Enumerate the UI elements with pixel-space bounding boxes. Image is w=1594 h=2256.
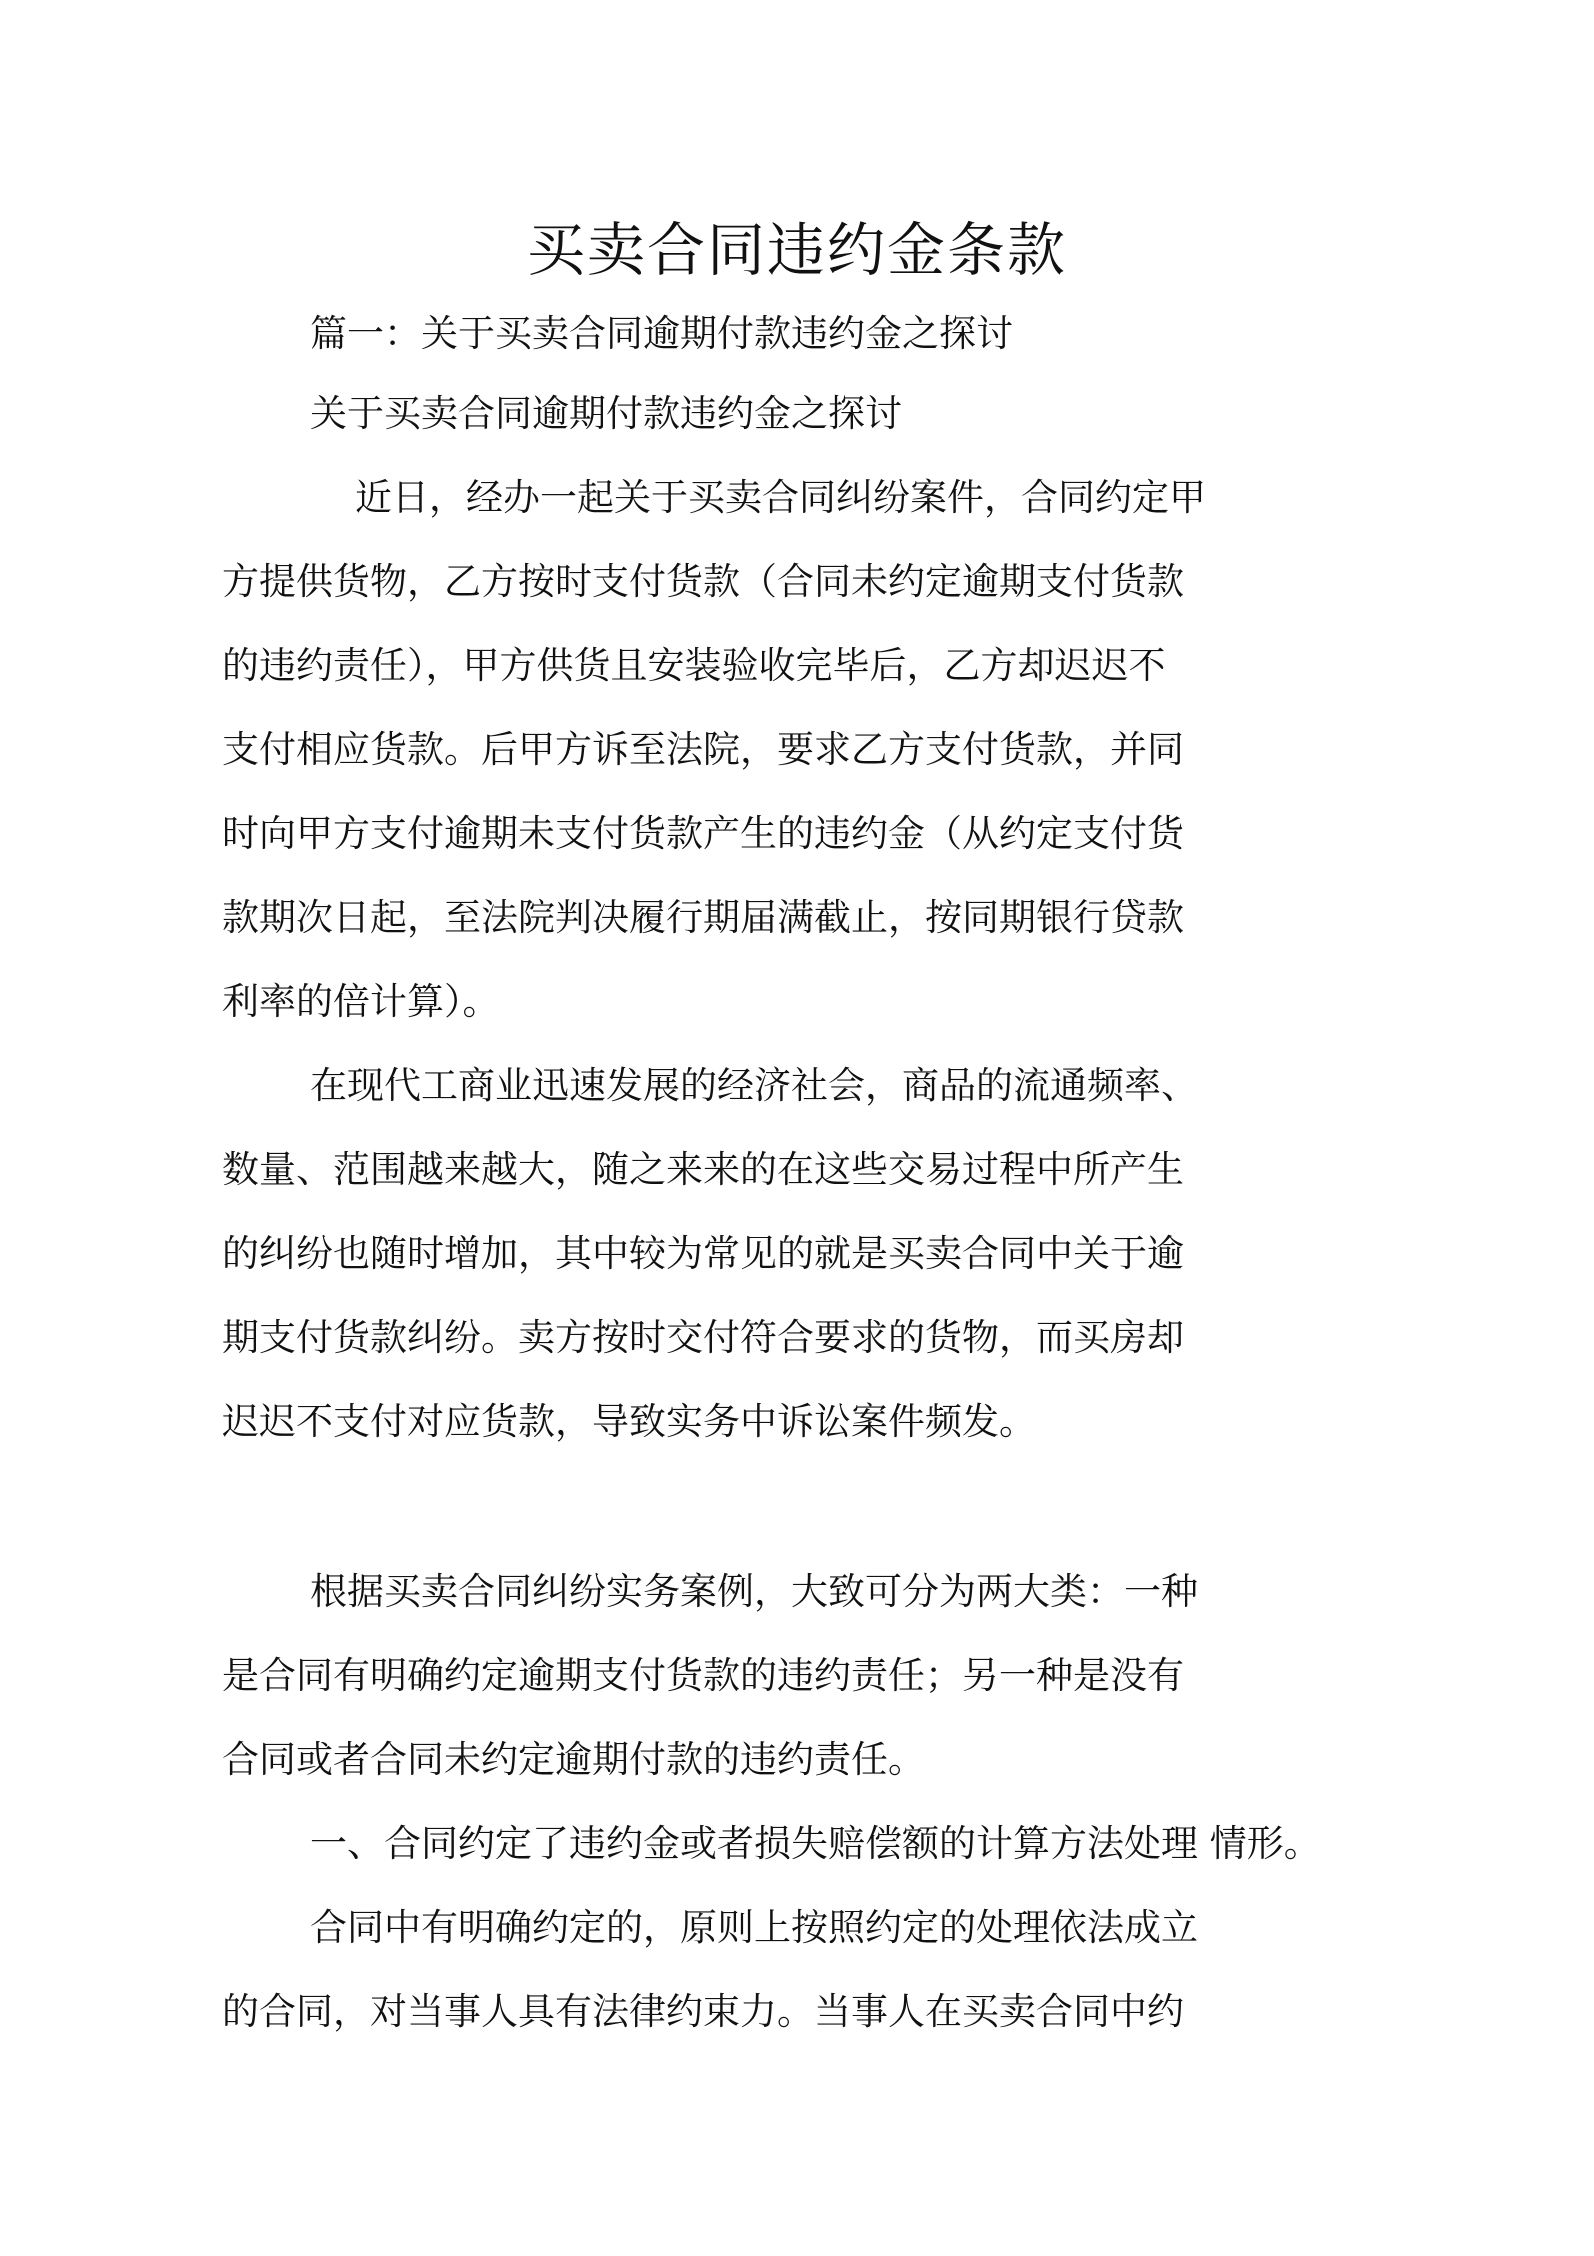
paragraph-line: 支付相应货款。后甲方诉至法院，要求乙方支付货款，并同 — [222, 728, 1184, 771]
paragraph-line: 数量、范围越来越大，随之来来的在这些交易过程中所产生 — [222, 1148, 1184, 1191]
paragraph-line: 的合同，对当事人具有法律约束力。当事人在买卖合同中约 — [222, 1990, 1184, 2033]
paragraph-line: 时向甲方支付逾期未支付货款产生的违约金（从约定支付货 — [222, 812, 1184, 855]
paragraph-line: 在现代工商业迅速发展的经济社会，商品的流通频率、 — [310, 1064, 1198, 1107]
paragraph-line: 合同或者合同未约定逾期付款的违约责任。 — [222, 1738, 925, 1781]
paragraph-line: 合同中有明确约定的，原则上按照约定的处理依法成立 — [310, 1906, 1198, 1949]
paragraph-line: 是合同有明确约定逾期支付货款的违约责任；另一种是没有 — [222, 1654, 1184, 1697]
document-title: 买卖合同违约金条款 — [526, 216, 1067, 284]
subsection-heading: 关于买卖合同逾期付款违约金之探讨 — [310, 392, 902, 435]
paragraph-line: 利率的倍计算）。 — [222, 980, 500, 1023]
paragraph-line: 根据买卖合同纠纷实务案例，大致可分为两大类：一种 — [310, 1570, 1198, 1613]
paragraph-line: 方提供货物，乙方按时支付货款（合同未约定逾期支付货款 — [222, 560, 1184, 603]
paragraph-line: 的纠纷也随时增加，其中较为常见的就是买卖合同中关于逾 — [222, 1232, 1184, 1275]
paragraph-line: 近日，经办一起关于买卖合同纠纷案件，合同约定甲 — [355, 476, 1206, 519]
paragraph-line: 迟迟不支付对应货款，导致实务中诉讼案件频发。 — [222, 1400, 1036, 1443]
section-heading: 篇一：关于买卖合同逾期付款违约金之探讨 — [310, 312, 1013, 355]
paragraph-line: 期支付货款纠纷。卖方按时交付符合要求的货物，而买房却 — [222, 1316, 1184, 1359]
paragraph-line: 的违约责任），甲方供货且安装验收完毕后，乙方却迟迟不 — [222, 644, 1166, 687]
numbered-heading: 一、合同约定了违约金或者损失赔偿额的计算方法处理 情形。 — [310, 1822, 1321, 1865]
paragraph-line: 款期次日起，至法院判决履行期届满截止，按同期银行贷款 — [222, 896, 1184, 939]
